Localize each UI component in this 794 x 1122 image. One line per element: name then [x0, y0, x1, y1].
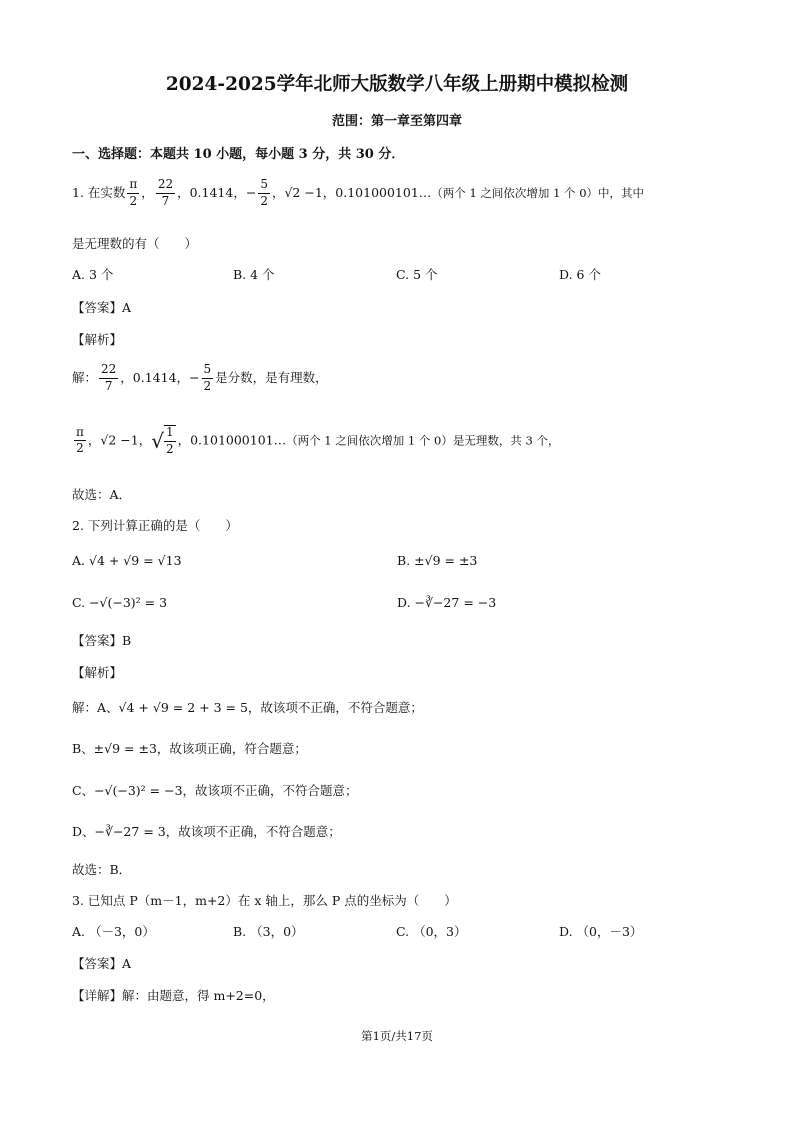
- q3-answer: 【答案】A: [72, 956, 132, 971]
- q1-choose: 故选：A．: [72, 487, 132, 502]
- question-1-stem: 1. 在实数 $\frac{\pi}{2}$ ， $\frac{22}{7}$ ，0.1414，− $\frac{5}{2}$ ，√2 −1，0.101000101…（两个 1 之间依次增加 1 个 0）中，其中: [72, 177, 645, 208]
- question-1-line2: 是无理数的有（ ）: [72, 236, 198, 251]
- q1-prefix: 1. 在实数: [72, 184, 126, 200]
- q2-answer: 【答案】B: [72, 633, 132, 648]
- q2-choose: 故选：B．: [72, 862, 132, 877]
- fraction-pi-over-2: $\frac{\pi}{2}$: [129, 177, 138, 208]
- q2-solution-a: 解：A、√4 + √9 = 2 + 3 = 5，故该项不正确，不符合题意；: [72, 700, 423, 715]
- q3-option-a: A. （－3，0）: [72, 924, 155, 939]
- q1-answer: 【答案】A: [72, 300, 132, 315]
- q1-note: （两个 1 之间依次增加 1 个 0）中，其中: [431, 185, 645, 200]
- q1-option-a: A. 3 个: [72, 267, 114, 282]
- q2-solution-c: C、−√(−3)² = −3，故该项不正确，不符合题意；: [72, 783, 358, 798]
- q1-solution-line1: 解： $\frac{22}{7}$ ，0.1414，− $\frac{5}{2}$ 是分数，是有理数，: [72, 362, 328, 393]
- q3-option-d: D. （0，－3）: [559, 924, 643, 939]
- q2-analysis-label: 【解析】: [72, 665, 123, 680]
- page-subtitle: 范围：第一章至第四章: [331, 114, 462, 129]
- fraction-5-over-2: $\frac{5}{2}$: [260, 177, 268, 208]
- q2-solution-b: B、±√9 = ±3，故该项正确，符合题意；: [72, 741, 307, 756]
- q2-option-a: A. √4 + √9 = √13: [72, 553, 182, 568]
- q2-option-b: B. ±√9 = ±3: [397, 553, 478, 568]
- q1-option-b: B. 4 个: [233, 267, 275, 282]
- q1-option-c: C. 5 个: [396, 267, 438, 282]
- q1-solution-line2: $\frac{\pi}{2}$ ，√2 −1， √ $\frac{1}{2}$ ，0.101000101…（两个 1 之间依次增加 1 个 0）是无理数，共 3 个，: [76, 424, 560, 456]
- fraction-22-over-7: $\frac{22}{7}$: [157, 177, 174, 208]
- q1-values-1: ，0.1414，: [177, 184, 246, 200]
- question-2-stem: 2. 下列计算正确的是（ ）: [72, 518, 238, 533]
- q1-option-d: D. 6 个: [559, 267, 601, 282]
- q1-analysis-label: 【解析】: [72, 332, 123, 347]
- q3-option-c: C. （0，3）: [396, 924, 467, 939]
- question-3-stem: 3. 已知点 P（m－1，m+2）在 x 轴上，那么 P 点的坐标为（ ）: [72, 893, 457, 908]
- page-title: 2024-2025学年北师大版数学八年级上册期中模拟检测: [165, 74, 629, 95]
- q1-values-2: ，√2 −1，0.101000101…: [271, 184, 432, 200]
- q3-option-b: B. （3，0）: [233, 924, 304, 939]
- q2-option-d: D. −∛−27 = −3: [397, 595, 497, 610]
- section-heading: 一、选择题：本题共 10 小题，每小题 3 分，共 30 分．: [72, 147, 405, 162]
- q2-option-c: C. −√(−3)² = 3: [72, 595, 168, 610]
- q2-solution-d: D、−∛−27 = 3，故该项不正确，不符合题意；: [72, 824, 341, 839]
- q3-detail: 【详解】解：由题意，得 m+2=0，: [72, 988, 275, 1003]
- page-footer: 第1页/共17页: [361, 1029, 433, 1043]
